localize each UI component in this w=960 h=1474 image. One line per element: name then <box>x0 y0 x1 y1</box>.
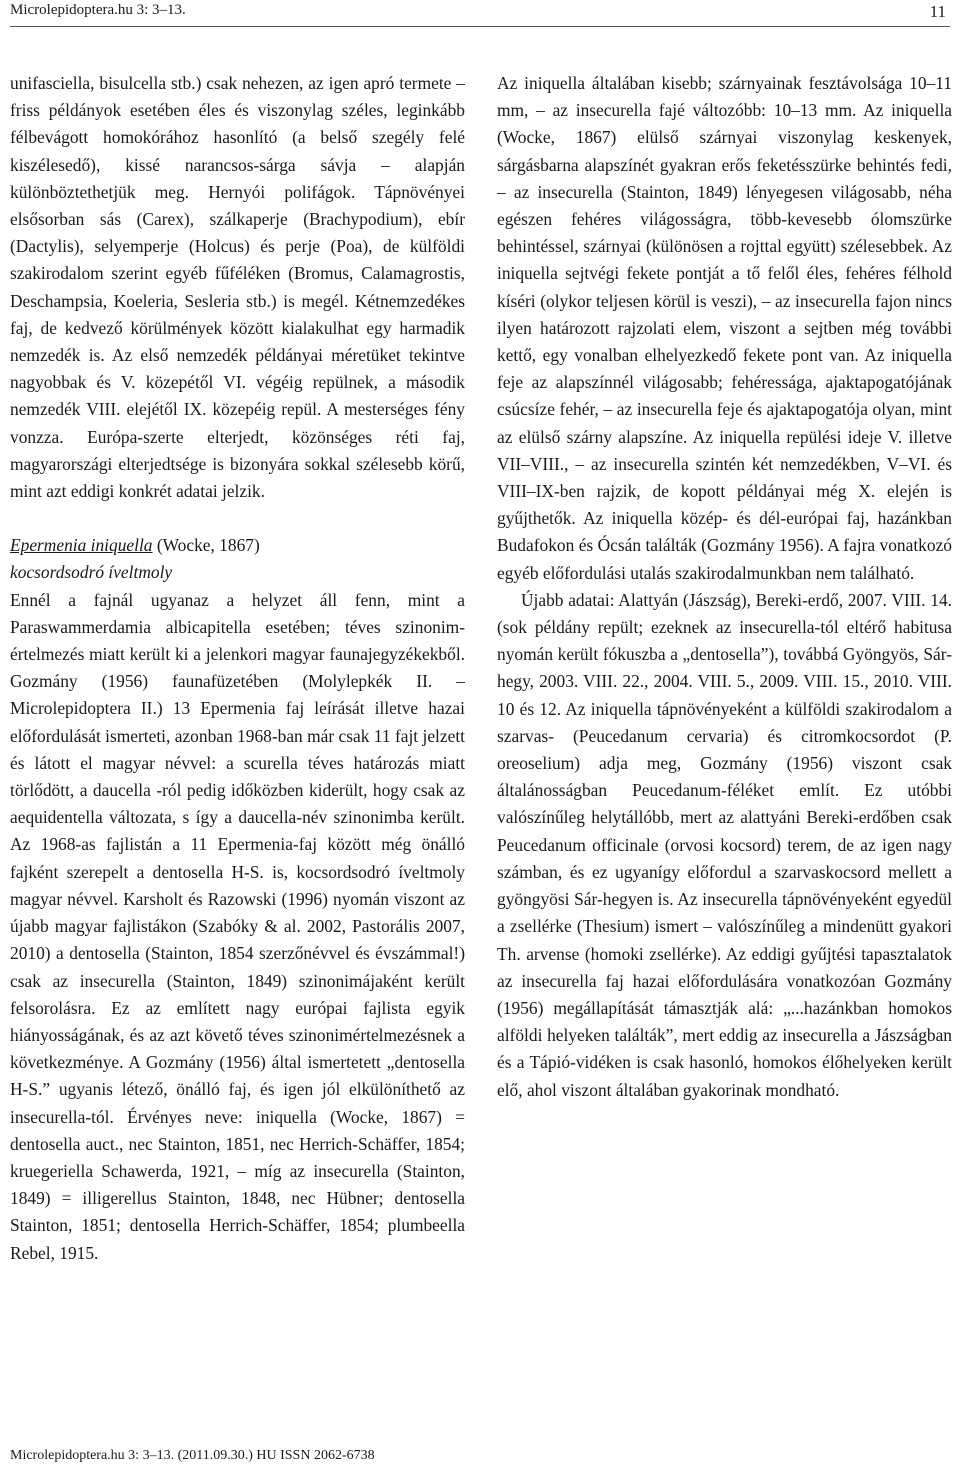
page-header <box>10 0 950 27</box>
species-author: (Wocke, 1867) <box>156 535 260 556</box>
page-number: 11 <box>929 2 946 21</box>
species-heading <box>10 532 465 559</box>
vernacular-name: kocsordsodró íveltmoly <box>10 562 173 583</box>
species-name: Epermenia iniquella <box>10 535 153 556</box>
page-footer: Microlepidoptera.hu 3: 3–13. (2011.09.30.) HU ISSN 2062-6738 <box>10 1448 375 1463</box>
left-paragraph-1: unifasciella, bisulcella stb.) csak nehezen, az igen apró termete – friss példányok esetében éles és viszonylag széles, leginkább félbevágott homokórához hasonlító (a belső szegély felé kiszélesedő), kissé narancsos-sárga sávja – alapján különböztethetjük meg. Hernyói polifágok. Tápnövényei elsősorban sás (Carex), szálkaperje (Brachypodium), ebír (Dactylis), selyemperje (Holcus) és perje (Poa), de külföldi szakirodalom szerint egyéb fűféléken (Bromus, Calamagrostis, Deschampsia, Koeleria, Sesleria stb.) is megél. Kétnemzedékes faj, de kedvező körülmények között kialakulhat egy harmadik nemzedék is. Az első nemzedék példányai méretüket tekintve nagyobbak és V. közepétől VI. végéig repülnek, a második nemzedék VIII. elejétől IX. közepéig repül. A mesterséges fény vonzza. Európa-szerte elterjedt, közönséges réti faj, magyarországi elterjedtsége is bizonyára sokkal szélesebb körű, mint azt eddigi konkrét adatai jelzik. <box>10 73 465 502</box>
left-paragraph-2: Ennél a fajnál ugyanaz a helyzet áll fenn, mint a Paraswammerdamia albicapitella esetében; téves szinonim-értelmezés miatt került ki a jelenkori magyar faunajegyzékekből. Gozmány (1956) faunafüzetében (Molylepkék II. – Microlepidoptera II.) 13 Epermenia faj leírását illetve hazai előfordulását ismerteti, azonban 1968-ban már csak 11 fajt jelzett és látott el magyar névvel: a scurella téves határozás miatt törlődött, a daucella -ról pedig időközben kiderült, hogy csak az aequidentella változata, s így a daucella-név szinonimba került. Az 1968-as fajlistán a 11 Epermenia-faj között még önálló fajként szerepelt a dentosella H-S. is, kocsordsodró íveltmoly magyar névvel. Karsholt és Razowski (1996) nyomán viszont az újabb magyar fajlistákon (Szabóky & al. 2002, Pastorális 2007, 2010) a dentosella (Stainton, 1854 szerzőnévvel és évszámmal!) csak az insecurella (Stainton, 1849) szinonimájaként került felsorolásra. Ez az említett nagy európai fajlista egyik hiányosságának, és az azt követő téves szinonimértelmezésnek a következménye. A Gozmány (1956) által ismertetett „dentosella H-S.” ugyanis létező, önálló faj, és igen jól elkülöníthető az insecurella-tól. Érvényes neve: iniquella (Wocke, 1867) = dentosella auct., nec Stainton, 1851, nec Herrich-Schäffer, 1854; kruegeriella Schawerda, 1921, – míg az insecurella (Stainton, 1849) = illigerellus Stainton, 1848, nec Hübner; dentosella Stainton, 1851; dentosella Herrich-Schäffer, 1854; plumbeella Rebel, 1915. <box>10 589 465 1263</box>
right-column <box>497 70 952 1104</box>
right-paragraph-2: Újabb adatai: Alattyán (Jászság), Bereki-erdő, 2007. VIII. 14. (sok példány repült; ezeknek az insecurella-tól eltérő habitusa nyomán került fókuszba a „dentosella”), továbbá Gyöngyös, Sár-hegy, 2003. VIII. 22., 2004. VIII. 5., 2009. VIII. 15., 2010. VIII. 10 és 12. Az iniquella tápnövényeként a külföldi szakirodalom a szarvas- (Peucedanum cervaria) és citromkocsordot (P. oreoselium) adja meg, Gozmány (1956) viszont csak általánosságban Peucedanum-féléket említ. Ez utóbbi valószínűleg helytállóbb, mert az alattyáni Bereki-erdőben csak Peucedanum officinale (orvosi kocsord) terem, de az igen nagy számban, és ez ugyanígy előfordul a szarvaskocsord mellett a gyöngyösi Sár-hegyen is. Az insecurella tápnövényeként egyedül a zsellérke (Thesium) ismert – valószínűleg a mindenütt gyakori Th. arvense (homoki zsellérke). Az eddigi gyűjtési tapasztalatok az insecurella faj hazai előfordulására vonatkozóan Gozmány (1956) megállapítását támasztják alá: „...hazánkban homokos alföldi helyeken találták”, mert eddig az insecurella a Jászságban és a Tápió-vidéken is csak hasonló, homokos élőhelyeken került elő, ahol viszont általában gyakorinak mondható. <box>497 589 952 1100</box>
journal-running-title: Microlepidoptera.hu 3: 3–13. <box>10 2 186 18</box>
left-column <box>10 70 465 1267</box>
right-paragraph-1: Az iniquella általában kisebb; szárnyainak fesztávolsága 10–11 mm, – az insecurella fajé változóbb: 10–13 mm. Az iniquella (Wocke, 1867) elülső szárnyai viszonylag keskenyek, sárgásbarna alapszínét gyakran erős feketésszürke behintés fedi, – az insecurella (Stainton, 1849) lényegesen világosabb, néha egészen fehéres világosságra, több-kevesebb ólomszürke behintéssel, szárnyai (különösen a rojttal együtt) szélesebbek. Az iniquella sejtvégi fekete pontját a tő felől éles, fehéres félhold kíséri (olykor teljesen körül is veszi), – az insecurella fajon nincs ilyen határozott rajzolati elem, viszont a sejtben még további kettő, egy vonalban elhelyezkedő fekete pont van. Az iniquella feje az alapszínnél világosabb; fehéressága, ajaktapogatójának csúcsíze fehér, – az insecurella feje és ajaktapogatója olyan, mint az elülső szárny alapszíne. Az iniquella repülési ideje V. illetve VII–VIII., – az insecurella szintén két nemzedékben, V–VI. és VIII–IX-ben rajzik, de kopott példányai még X. elején is gyűjthetők. Az iniquella közép- és dél-európai faj, hazánkban Budafokon és Ócsán találták (Gozmány 1956). A fajra vonatkozó egyéb előfordulási utalás szakirodalmunkban nem található. <box>497 73 952 583</box>
